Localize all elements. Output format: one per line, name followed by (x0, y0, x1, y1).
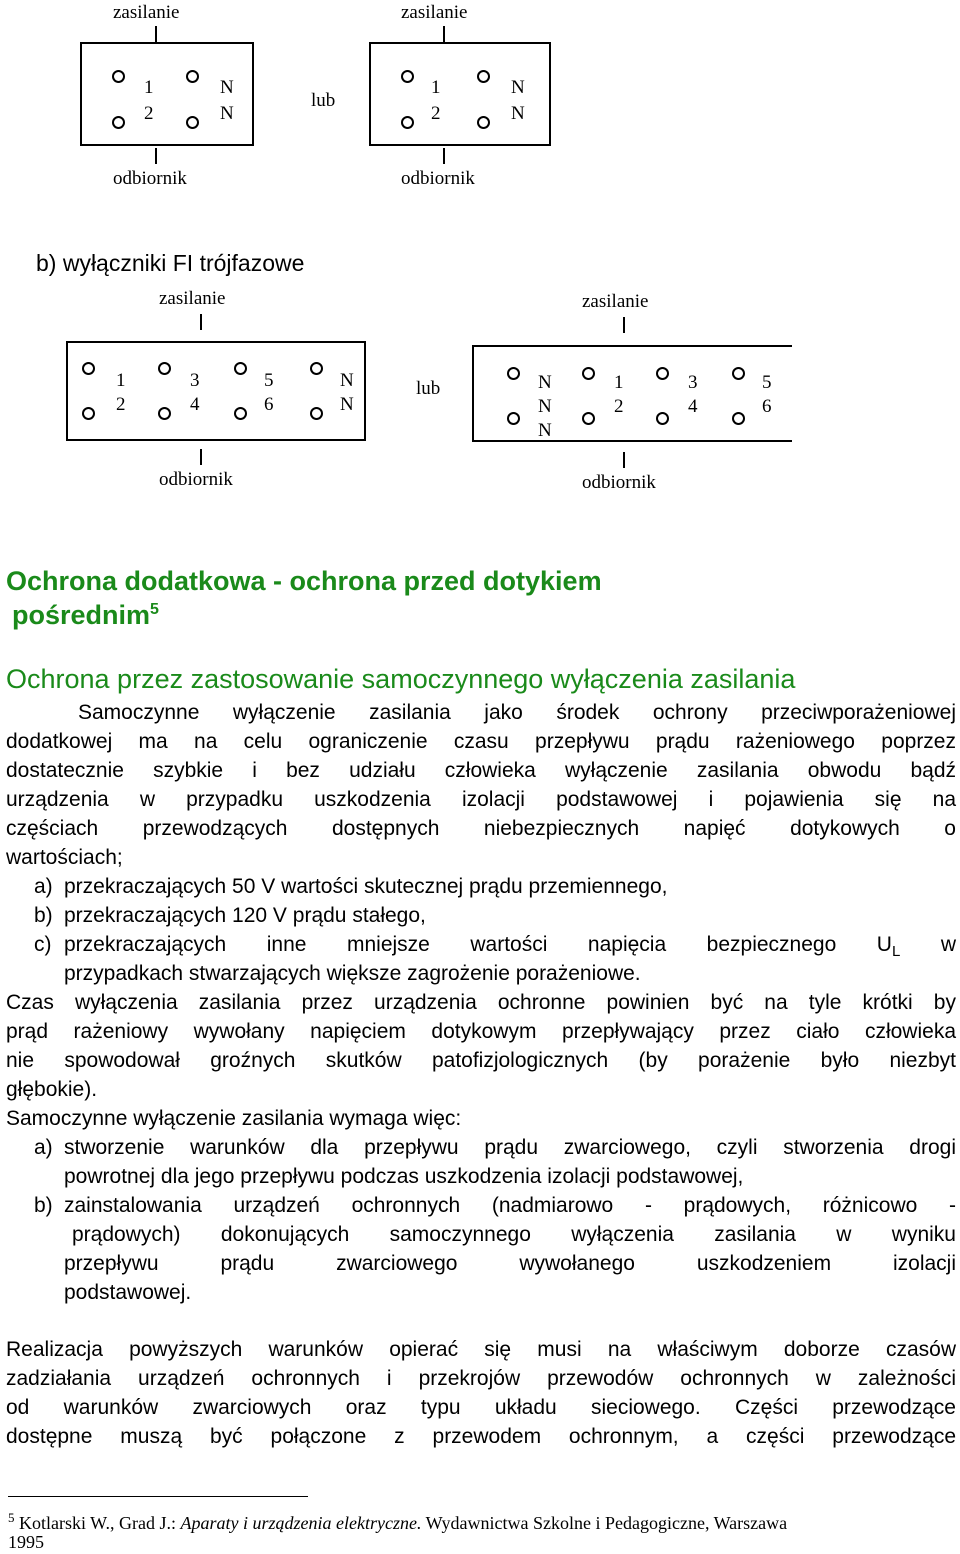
list-item-text: stworzenie warunków dla przepływu prądu zwarciowego, czyli stworzenia drogi (64, 1136, 956, 1159)
terminal-icon (732, 412, 745, 425)
text-line: częściach przewodzących dostępnych niebezpiecznych napięć dotykowych o (6, 817, 956, 840)
paragraph-time (6, 988, 956, 1104)
list-item-text: przypadkach stwarzających większe zagrożenie porażeniowe. (64, 962, 641, 985)
terminal-label: N (340, 394, 354, 415)
list-item-text-part: przekraczających inne mniejsze wartości napięcia bezpiecznego U (64, 933, 892, 956)
rcd-box (80, 42, 254, 146)
heading-main (6, 566, 602, 597)
terminal-label: 6 (264, 394, 274, 415)
list-item-text: przepływu prądu zwarciowego wywołanego uszkodzeniem izolacji (64, 1252, 956, 1275)
supply-label: zasilanie (401, 2, 468, 23)
terminal-icon (82, 407, 95, 420)
terminal-icon (158, 407, 171, 420)
text-line: nie spowodował groźnych skutków patofizjologicznych (by porażenie było niezbyt (6, 1049, 956, 1072)
terminal-label: 2 (614, 396, 624, 417)
heading-main-line2: pośrednim (12, 600, 151, 630)
terminal-label: 4 (190, 394, 200, 415)
terminal-label: 1 (144, 77, 154, 98)
terminal-icon (82, 362, 95, 375)
terminal-icon (401, 116, 414, 129)
footnote-rule (8, 1496, 308, 1497)
supply-label: zasilanie (159, 288, 226, 309)
terminal-icon (310, 407, 323, 420)
list-item-text: przekraczających 50 V wartości skutecznej prądu przemiennego, (64, 875, 668, 898)
terminal-label: N (220, 103, 234, 124)
terminal-icon (310, 362, 323, 375)
terminal-icon (401, 70, 414, 83)
terminal-label: N (511, 77, 525, 98)
terminal-icon (732, 367, 745, 380)
list-marker: c) (34, 933, 52, 956)
terminal-icon (656, 412, 669, 425)
or-label: lub (416, 378, 441, 399)
load-label: odbiornik (582, 472, 656, 493)
terminal-icon (234, 407, 247, 420)
terminal-label: 5 (264, 370, 274, 391)
terminal-label: N (538, 372, 552, 393)
text-line: urządzenia w przypadku uszkodzenia izolacji podstawowej i pojawienia się na (6, 788, 956, 811)
text-line: Samoczynne wyłączenie zasilania jako środek ochrony przeciwporażeniowej (78, 701, 956, 724)
or-label: lub (311, 90, 336, 111)
terminal-label: N (511, 103, 525, 124)
terminal-label: 2 (116, 394, 126, 415)
terminal-label: 1 (614, 372, 624, 393)
rcd-box-clipped (472, 345, 792, 442)
load-line (155, 148, 157, 164)
subscript: L (891, 943, 901, 961)
load-line (443, 148, 445, 164)
footnote-authors: Kotlarski W., Grad J.: (14, 1513, 181, 1533)
supply-line (155, 26, 157, 42)
terminal-label: 1 (431, 77, 441, 98)
terminal-label: 6 (762, 396, 772, 417)
list-marker: b) (34, 1194, 53, 1217)
terminal-label: 3 (190, 370, 200, 391)
terminal-icon (656, 367, 669, 380)
terminal-label: N (538, 396, 552, 417)
terminal-icon (507, 412, 520, 425)
terminal-label: 2 (431, 103, 441, 124)
load-line (623, 452, 625, 468)
load-label: odbiornik (113, 168, 187, 189)
supply-line (200, 314, 202, 330)
text-line: prąd rażeniowy wywołany napięciem dotykowym przepływający przez ciało człowieka (6, 1020, 956, 1043)
rcd-box (369, 42, 551, 146)
supply-line (623, 317, 625, 333)
load-label: odbiornik (159, 469, 233, 490)
list-item-text: podstawowej. (64, 1281, 192, 1304)
terminal-icon (112, 116, 125, 129)
heading-sub: Ochrona przez zastosowanie samoczynnego wyłączenia zasilania (6, 664, 796, 694)
footnote-year: 1995 (8, 1532, 44, 1552)
paragraph-intro (6, 698, 956, 872)
terminal-icon (507, 367, 520, 380)
terminal-icon (477, 116, 490, 129)
load-label: odbiornik (401, 168, 475, 189)
terminal-label: 1 (116, 370, 126, 391)
text-line: zadziałania urządzeń ochronnych i przekrojów przewodów ochronnych w zależności (6, 1367, 956, 1390)
terminal-icon (112, 70, 125, 83)
list-marker: b) (34, 904, 53, 927)
footnote-number: 5 (8, 1510, 15, 1525)
paragraph-realization (6, 1335, 956, 1451)
text-line: Realizacja powyższych warunków opierać się musi na właściwym doborze czasów (6, 1338, 956, 1361)
terminal-label: 3 (688, 372, 698, 393)
terminal-label: 4 (688, 396, 698, 417)
terminal-icon (582, 412, 595, 425)
terminal-icon (582, 367, 595, 380)
terminal-icon (186, 70, 199, 83)
text-line: dodatkowej ma na celu ograniczenie czasu przepływu prądu rażeniowego poprzez (6, 730, 956, 753)
text-line: głębokie). (6, 1078, 98, 1101)
supply-line (443, 26, 445, 42)
terminal-icon (158, 362, 171, 375)
list-item-text: powrotnej dla jego przepływu podczas uszkodzenia izolacji podstawowej, (64, 1165, 744, 1188)
footnote-ref: 5 (150, 601, 159, 618)
text-line: dostatecznie szybkie i bez udziału człowieka wyłączenie zasilania obwodu bądź (6, 759, 956, 782)
terminal-icon (234, 362, 247, 375)
list-item-text: przekraczających 120 V prądu stałego, (64, 904, 426, 927)
list-item-text-part: w (900, 933, 957, 956)
list-marker: a) (34, 1136, 53, 1159)
rcd-box (66, 341, 366, 441)
terminal-icon (477, 70, 490, 83)
text-line: wartościach; (6, 846, 123, 869)
heading-main-line1: Ochrona dodatkowa - ochrona przed dotykiem (6, 566, 602, 596)
heading-main-cont (12, 600, 159, 631)
footnote (8, 1506, 948, 1535)
rcd-box (472, 345, 792, 442)
footnote-title: Aparaty i urządzenia elektryczne. (180, 1513, 422, 1533)
terminal-label: N (538, 420, 552, 441)
footnote-publisher: Wydawnictwa Szkolne i Pedagogiczne, Warszawa (421, 1513, 788, 1533)
paragraph-requires: Samoczynne wyłączenie zasilania wymaga więc: (6, 1107, 462, 1130)
text-line: od warunków zwarciowych oraz typu układu sieciowego. Części przewodzące (6, 1396, 956, 1419)
text-line: dostępne muszą być połączone z przewodem ochronnym, a części przewodzące (6, 1425, 956, 1448)
terminal-label: 5 (762, 372, 772, 393)
terminal-icon (186, 116, 199, 129)
supply-label: zasilanie (582, 291, 649, 312)
list-item-text: zainstalowania urządzeń ochronnych (nadmiarowo - prądowych, różnicowo - (64, 1194, 956, 1217)
section-b-title: b) wyłączniki FI trójfazowe (36, 250, 305, 276)
text-line: Czas wyłączenia zasilania przez urządzenia ochronne powinien być na tyle krótki by (6, 991, 956, 1014)
terminal-label: N (340, 370, 354, 391)
list-marker: a) (34, 875, 53, 898)
terminal-label: 2 (144, 103, 154, 124)
list-item-text: prądowych) dokonujących samoczynnego wyłączenia zasilania w wyniku (72, 1223, 956, 1246)
load-line (200, 449, 202, 465)
terminal-label: N (220, 77, 234, 98)
supply-label: zasilanie (113, 2, 180, 23)
